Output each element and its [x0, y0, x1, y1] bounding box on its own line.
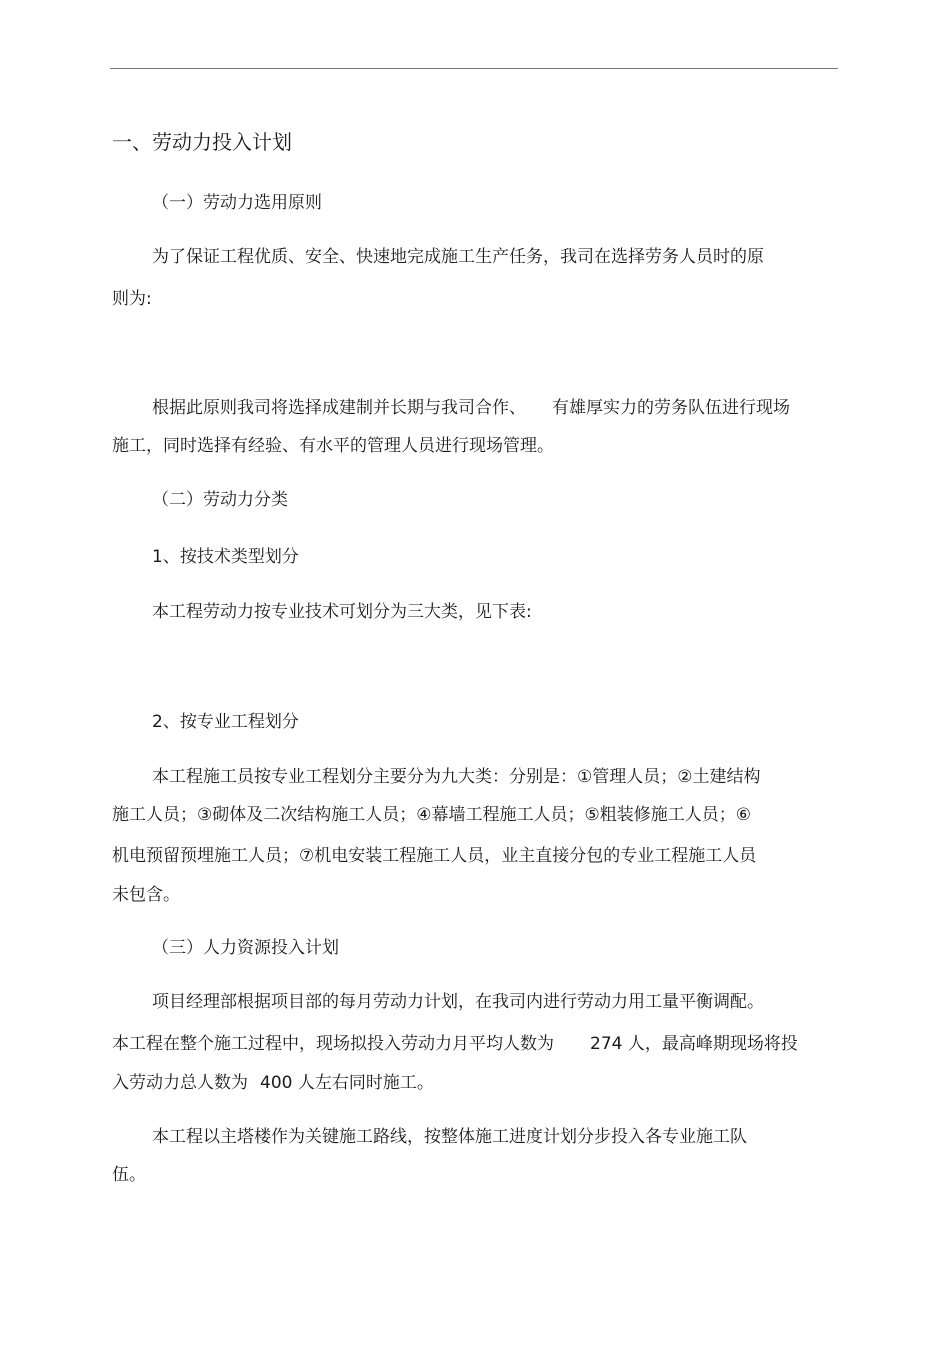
- section-2-sub-2-line-1: 本工程施工员按专业工程划分主要分为九大类：分别是：①管理人员；②土建结构: [152, 767, 761, 787]
- section-3-para-1-line-2-part-a: 本工程在整个施工过程中，现场拟投入劳动力月平均人数为: [112, 1034, 554, 1054]
- page-heading: 一、劳动力投入计划: [112, 130, 292, 154]
- section-3-title: （三）人力资源投入计划: [152, 938, 339, 958]
- section-3-para-2-line-2: 伍。: [112, 1165, 146, 1185]
- section-1-para-2-line-1: [152, 397, 790, 419]
- section-2-sub-1-title: 1、按技术类型划分: [152, 547, 299, 567]
- section-2-title: （二）劳动力分类: [152, 490, 288, 510]
- header-rule: [110, 68, 838, 69]
- section-2-sub-1-text: 本工程劳动力按专业技术可划分为三大类，见下表:: [152, 602, 532, 622]
- section-1-para-2-line-1-part-b: 有雄厚实力的劳务队伍进行现场: [552, 398, 790, 418]
- section-1-para-1-line-2: 则为:: [112, 289, 152, 309]
- section-2-sub-2-line-3: 机电预留预埋施工人员；⑦机电安装工程施工人员，业主直接分包的专业工程施工人员: [112, 846, 757, 866]
- section-3-para-1-line-1: 项目经理部根据项目部的每月劳动力计划，在我司内进行劳动力用工量平衡调配。: [152, 992, 764, 1012]
- section-1-para-2-line-2: 施工，同时选择有经验、有水平的管理人员进行现场管理。: [112, 436, 554, 456]
- section-3-para-2-line-1: 本工程以主塔楼作为关键施工路线，按整体施工进度计划分步投入各专业施工队: [152, 1127, 747, 1147]
- section-2-sub-2-line-2: 施工人员；③砌体及二次结构施工人员；④幕墙工程施工人员；⑤粗装修施工人员；⑥: [112, 805, 751, 825]
- section-2-sub-2-line-4: 未包含。: [112, 885, 180, 905]
- section-1-title: （一）劳动力选用原则: [152, 193, 322, 213]
- section-3-para-1-line-3-part-b: 400 人左右同时施工。: [260, 1073, 434, 1093]
- section-3-para-1-line-3-part-a: 入劳动力总人数为: [112, 1073, 248, 1093]
- section-2-sub-2-title: 2、按专业工程划分: [152, 712, 299, 732]
- section-3-para-1-line-3: [112, 1072, 434, 1094]
- section-1-para-1-line-1: 为了保证工程优质、安全、快速地完成施工生产任务，我司在选择劳务人员时的原: [152, 247, 764, 267]
- section-3-para-1-line-2-part-b: 274 人，最高峰期现场将投: [590, 1034, 798, 1054]
- section-1-para-2-line-1-part-a: 根据此原则我司将选择成建制并长期与我司合作、: [152, 398, 526, 418]
- section-3-para-1-line-2: [112, 1033, 798, 1055]
